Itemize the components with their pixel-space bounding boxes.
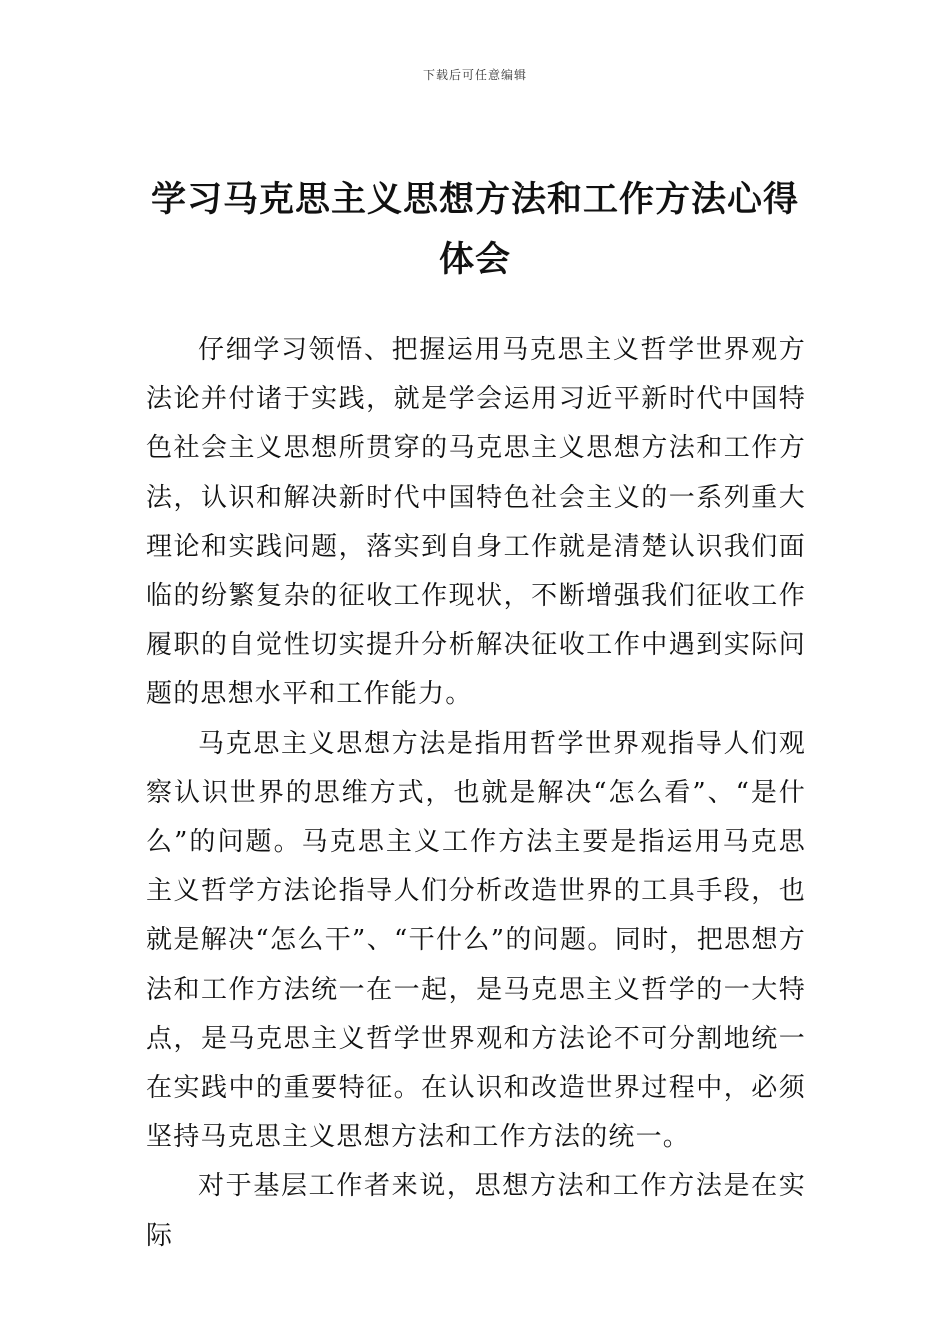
header-note: 下载后可任意编辑 <box>422 68 527 82</box>
paragraph-1: 仔细学习领悟、把握运用马克思主义哲学世界观方法论并付诸于实践，就是学会运用习近平新时代中国特色社会主义思想所贯穿的马克思主义思想方法和工作方法，认识和解决新时代中国特色社会主义的一系列重大理论和实践问题，落实到自身工作就是清楚认识我们面临的纷繁复杂的征收工作现状，不断增强我们征收工作履职的自觉性切实提升分析解决征收工作中遇到实际问题的思想水平和工作能力。 <box>146 335 806 710</box>
paragraph-2: 马克思主义思想方法是指用哲学世界观指导人们观察认识世界的思维方式，也就是解决“怎么看”、“是什么”的问题。马克思主义工作方法主要是指运用马克思主义哲学方法论指导人们分析改造世界的工具手段，也就是解决“怎么干”、“干什么”的问题。同时，把思想方法和工作方法统一在一起，是马克思主义哲学的一大特点，是马克思主义哲学世界观和方法论不可分割地统一在实践中的重要特征。在认识和改造世界过程中，必须坚持马克思主义思想方法和工作方法的统一。 <box>146 728 806 1153</box>
document-body <box>146 326 806 1261</box>
paragraph-3: 对于基层工作者来说，思想方法和工作方法是在实际 <box>146 1171 806 1251</box>
document-title: 学习马克思主义思想方法和工作方法心得体会 <box>150 179 799 280</box>
